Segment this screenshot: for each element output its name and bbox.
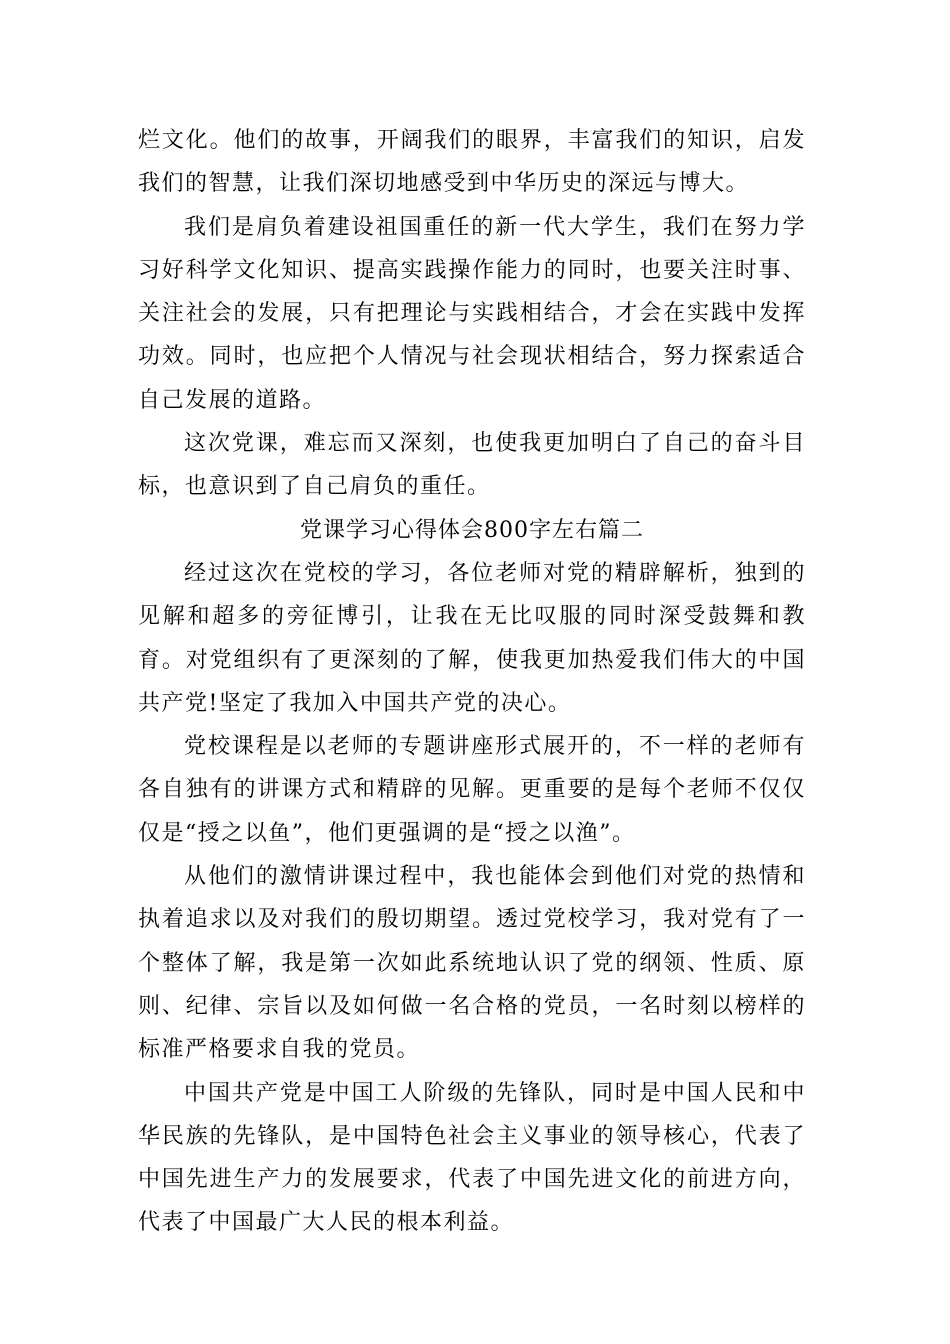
paragraph-responsibility: 我们是肩负着建设祖国重任的新一代大学生，我们在努力学习好科学文化知识、提高实践操作能力的同时，也要关注时事、关注社会的发展，只有把理论与实践相结合，才会在实践中发挥功效。同时，也应把个人情况与社会现状相结合，努力探索适合自己发展的道路。 [138, 214, 806, 413]
paragraph-party-school: 经过这次在党校的学习，各位老师对党的精辟解析，独到的见解和超多的旁征博引，让我在无比叹服的同时深受鼓舞和教育。对党组织有了更深刻的了解，使我更加热爱我们伟大的中国共产党!坚定了我加入中国共产党的决心。 [138, 560, 806, 716]
paragraph-passion: 从他们的激情讲课过程中，我也能体会到他们对党的热情和执着追求以及对我们的殷切期望。透过党校学习，我对党有了一个整体了解，我是第一次如此系统地认识了党的纲领、性质、原则、纪律、宗旨以及如何做一名合格的党员，一名时刻以榜样的标准严格要求自我的党员。 [138, 864, 806, 1063]
paragraph-course-format: 党校课程是以老师的专题讲座形式展开的，不一样的老师有各自独有的讲课方式和精辟的见解。更重要的是每个老师不仅仅仅是“授之以鱼”，他们更强调的是“授之以渔”。 [138, 734, 806, 846]
paragraph-party-class: 这次党课，难忘而又深刻，也使我更加明白了自己的奋斗目标，也意识到了自己肩负的重任。 [138, 431, 806, 500]
paragraph-vanguard: 中国共产党是中国工人阶级的先锋队，同时是中国人民和中华民族的先锋队，是中国特色社会主义事业的领导核心，代表了中国先进生产力的发展要求，代表了中国先进文化的前进方向，代表了中国最广大人民的根本利益。 [138, 1080, 806, 1236]
document-page [138, 119, 806, 1245]
paragraph-continued: 烂文化。他们的故事，开阔我们的眼界，丰富我们的知识，启发我们的智慧，让我们深切地感受到中华历史的深远与博大。 [138, 128, 806, 197]
section-heading: 党课学习心得体会800字左右篇二 [300, 517, 644, 543]
